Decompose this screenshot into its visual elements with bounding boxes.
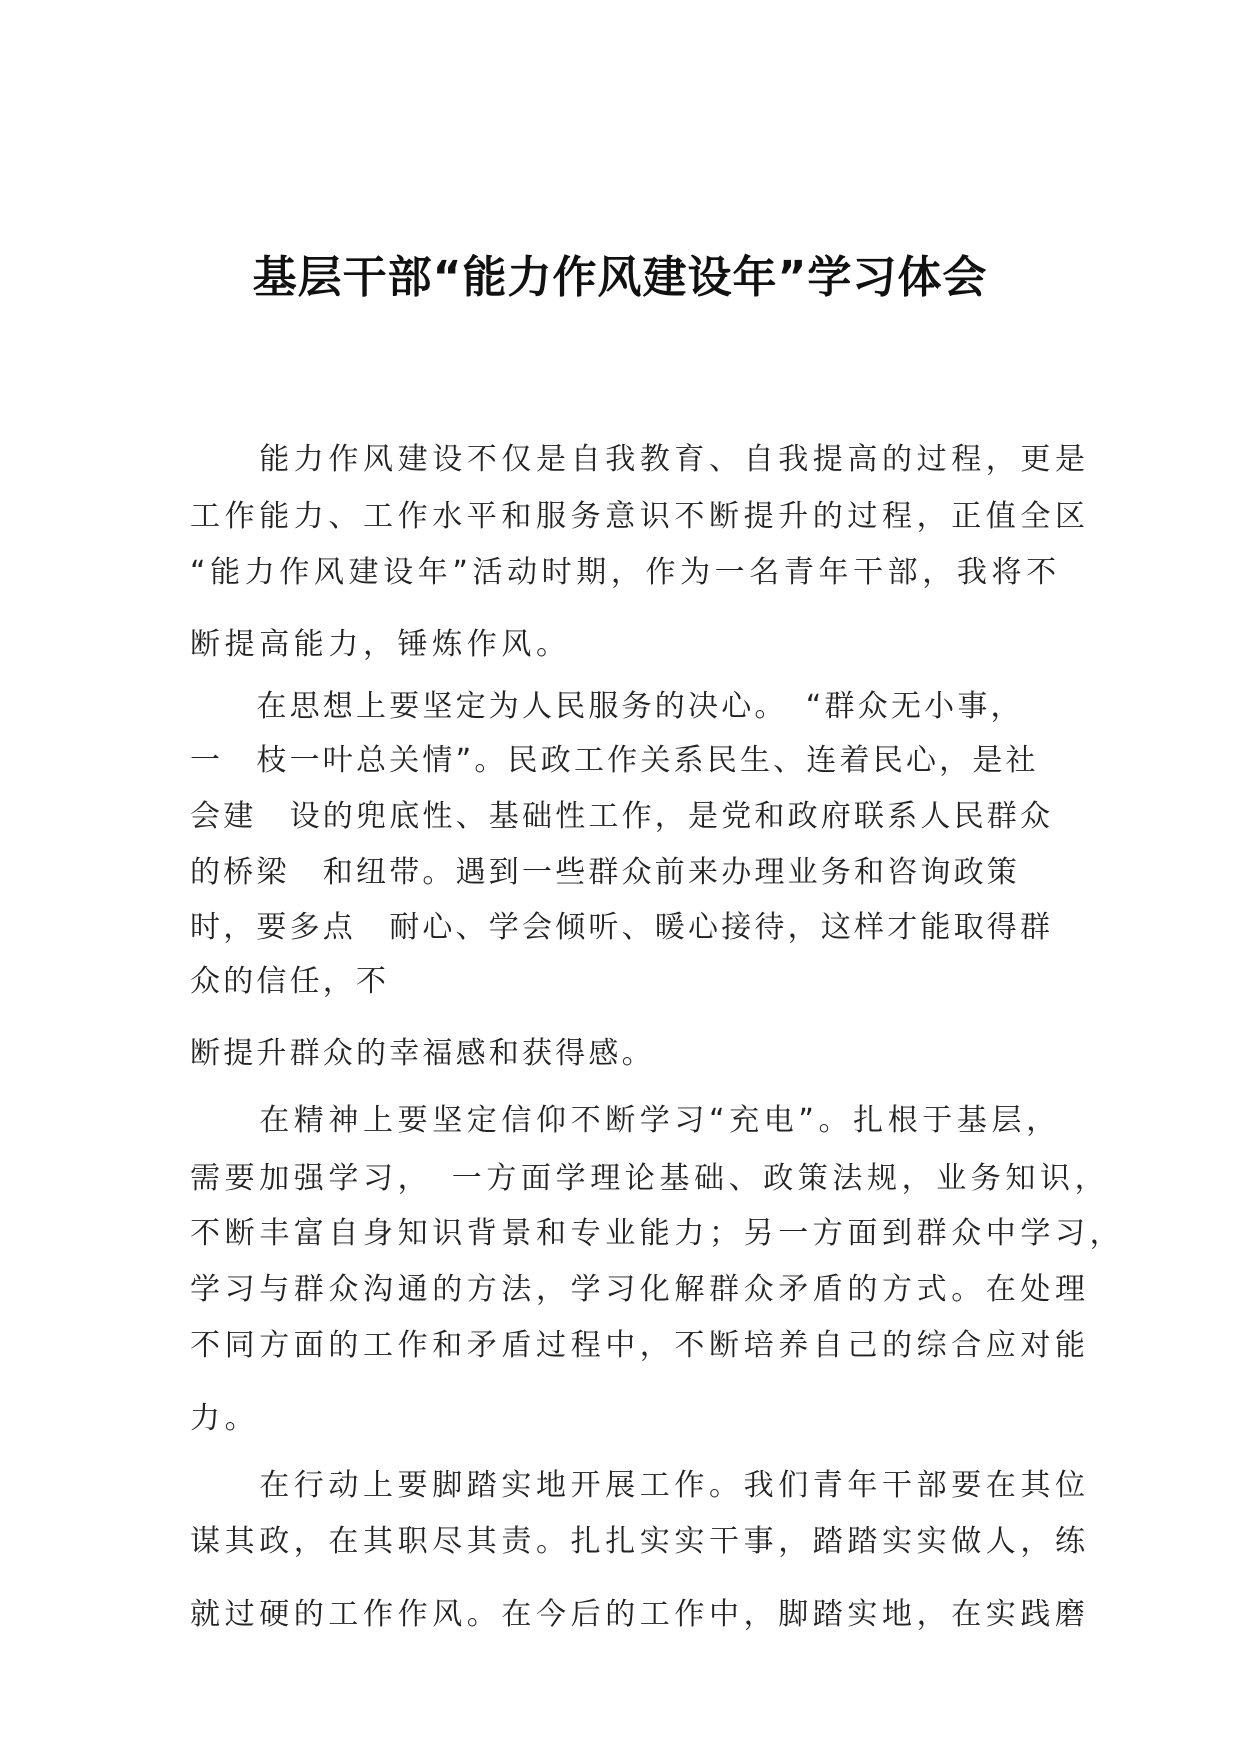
paragraph-line: 在行动上要脚踏实地开展工作。我们青年干部要在其位 bbox=[190, 1468, 1090, 1503]
paragraph-line: 众的信任，不 bbox=[190, 964, 390, 999]
paragraph-line: 不同方面的工作和矛盾过程中，不断培养自己的综合应对能 bbox=[190, 1328, 1090, 1363]
paragraph-line: 工作能力、工作水平和服务意识不断提升的过程，正值全区 bbox=[190, 499, 1090, 534]
paragraph-line: 不断丰富自身知识背景和专业能力；另一方面到群众中学习， bbox=[190, 1216, 1125, 1251]
paragraph-line: 谋其政，在其职尽其责。扎扎实实干事，踏踏实实做人，练 bbox=[190, 1524, 1090, 1559]
paragraph-line: 的桥梁 和纽带。遇到一些群众前来办理业务和咨询政策 bbox=[190, 855, 1020, 890]
paragraph-line: 在思想上要坚定为人民服务的决心。 “群众无小事， bbox=[190, 689, 1024, 724]
document-title: 基层干部“能力作风建设年”学习体会 bbox=[252, 252, 988, 303]
paragraph-line: 需要加强学习， 一方面学理论基础、政策法规，业务知识， bbox=[190, 1161, 1110, 1196]
paragraph-line: 就过硬的工作作风。在今后的工作中，脚踏实地，在实践磨 bbox=[190, 1597, 1090, 1632]
paragraph-line: 一 枝一叶总关情”。民政工作关系民生、连着民心，是社 bbox=[190, 743, 1039, 778]
paragraph-line: 在精神上要坚定信仰不断学习“充电”。扎根于基层， bbox=[190, 1103, 1061, 1138]
paragraph-line: 会建 设的兜底性、基础性工作，是党和政府联系人民群众 bbox=[190, 799, 1054, 834]
paragraph-line: 学习与群众沟通的方法，学习化解群众矛盾的方式。在处理 bbox=[190, 1272, 1090, 1307]
paragraph-line: 断提高能力，锤炼作风。 bbox=[190, 627, 571, 662]
paragraph-line: 能力作风建设不仅是自我教育、自我提高的过程，更是 bbox=[190, 442, 1090, 477]
paragraph-line: “能力作风建设年”活动时期，作为一名青年干部，我将不 bbox=[190, 555, 1061, 590]
paragraph-line: 力。 bbox=[190, 1401, 260, 1436]
paragraph-line: 时，要多点 耐心、学会倾听、暖心接待，这样才能取得群 bbox=[190, 910, 1054, 945]
paragraph-line: 断提升群众的幸福感和获得感。 bbox=[190, 1036, 655, 1071]
